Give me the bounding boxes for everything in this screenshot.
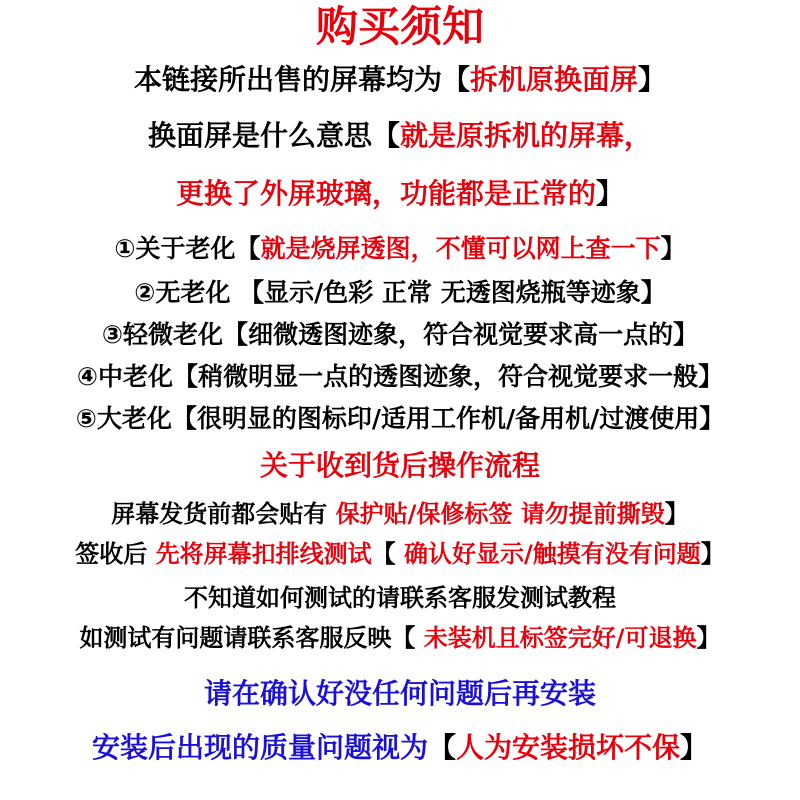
bracket-close: 】 bbox=[596, 177, 625, 210]
grade-item-2 bbox=[0, 280, 800, 305]
grade-label: ④中老化【 bbox=[76, 362, 199, 391]
bracket-close: 】 bbox=[638, 63, 667, 96]
bracket-close: 】 bbox=[698, 362, 724, 391]
intro-text: 换面屏是什么意思【 bbox=[147, 119, 400, 152]
grade-label: ③轻微老化【 bbox=[101, 320, 249, 349]
grade-desc: 显示/色彩 正常 无透图烧瓶等迹象 bbox=[264, 278, 641, 307]
intro-line-2 bbox=[0, 119, 800, 152]
bracket-open: 【 bbox=[427, 731, 456, 764]
bracket-close: 】 bbox=[660, 234, 686, 263]
process-text: 如测试有问题请联系客服反映【 bbox=[79, 624, 424, 652]
page-title: 购买须知 bbox=[315, 2, 484, 51]
bracket-close: 】 bbox=[700, 540, 725, 568]
intro-text: 本链接所出售的屏幕均为【 bbox=[133, 63, 470, 96]
process-text: 屏幕发货前都会贴有 bbox=[111, 500, 336, 528]
bracket-close: 】 bbox=[640, 278, 666, 307]
process-line-2 bbox=[0, 542, 800, 566]
bracket-close: 】 bbox=[699, 404, 725, 433]
footer-highlight: 人为安装损坏不保 bbox=[456, 731, 681, 764]
footer-line-1: 请在确认好没任何问题后再安装 bbox=[203, 677, 596, 710]
bracket-open: 【 bbox=[371, 540, 404, 568]
bracket-close: 】 bbox=[680, 731, 709, 764]
grade-item-4 bbox=[0, 364, 800, 389]
grade-desc: 就是烧屏透图，不懂可以网上查一下 bbox=[260, 234, 661, 263]
intro-highlight: 拆机原换面屏 bbox=[469, 63, 638, 96]
process-highlight: 先将屏幕扣排线测试 bbox=[155, 540, 372, 568]
intro-line-3 bbox=[0, 177, 800, 210]
footer-text: 安装后出现的质量问题视为 bbox=[91, 731, 428, 764]
grade-label: ⑤大老化【 bbox=[75, 404, 197, 433]
process-highlight: 确认好显示/触摸有没有问题 bbox=[403, 540, 701, 568]
process-line-4 bbox=[0, 626, 800, 650]
grade-item-5 bbox=[0, 406, 800, 431]
process-text: 签收后 bbox=[75, 540, 156, 568]
process-highlight: 保护贴/保修标签 请勿提前撕毁 bbox=[335, 500, 665, 528]
intro-line-1 bbox=[0, 63, 800, 96]
grade-label: ②无老化 【 bbox=[134, 278, 265, 307]
process-line-3: 不知道如何测试的请联系客服发测试教程 bbox=[184, 584, 616, 612]
grade-desc: 很明显的图标印/适用工作机/备用机/过渡使用 bbox=[196, 404, 700, 433]
bracket-close: 】 bbox=[664, 500, 689, 528]
grade-item-1 bbox=[0, 236, 800, 261]
bracket-close: 】 bbox=[673, 320, 699, 349]
bracket-close: 】 bbox=[696, 624, 721, 652]
process-heading: 关于收到货后操作流程 bbox=[259, 449, 540, 482]
grade-label: ①关于老化【 bbox=[114, 234, 261, 263]
grade-desc: 细微透图迹象，符合视觉要求高一点的 bbox=[248, 320, 674, 349]
grade-desc: 稍微明显一点的透图迹象，符合视觉要求一般 bbox=[198, 362, 699, 391]
intro-highlight: 更换了外屏玻璃，功能都是正常的 bbox=[175, 177, 596, 210]
process-highlight: 未装机且标签完好/可退换 bbox=[423, 624, 697, 652]
footer-line-2 bbox=[0, 731, 800, 764]
process-line-1 bbox=[0, 502, 800, 526]
grade-item-3 bbox=[0, 322, 800, 347]
intro-highlight: 就是原拆机的屏幕， bbox=[400, 119, 653, 152]
